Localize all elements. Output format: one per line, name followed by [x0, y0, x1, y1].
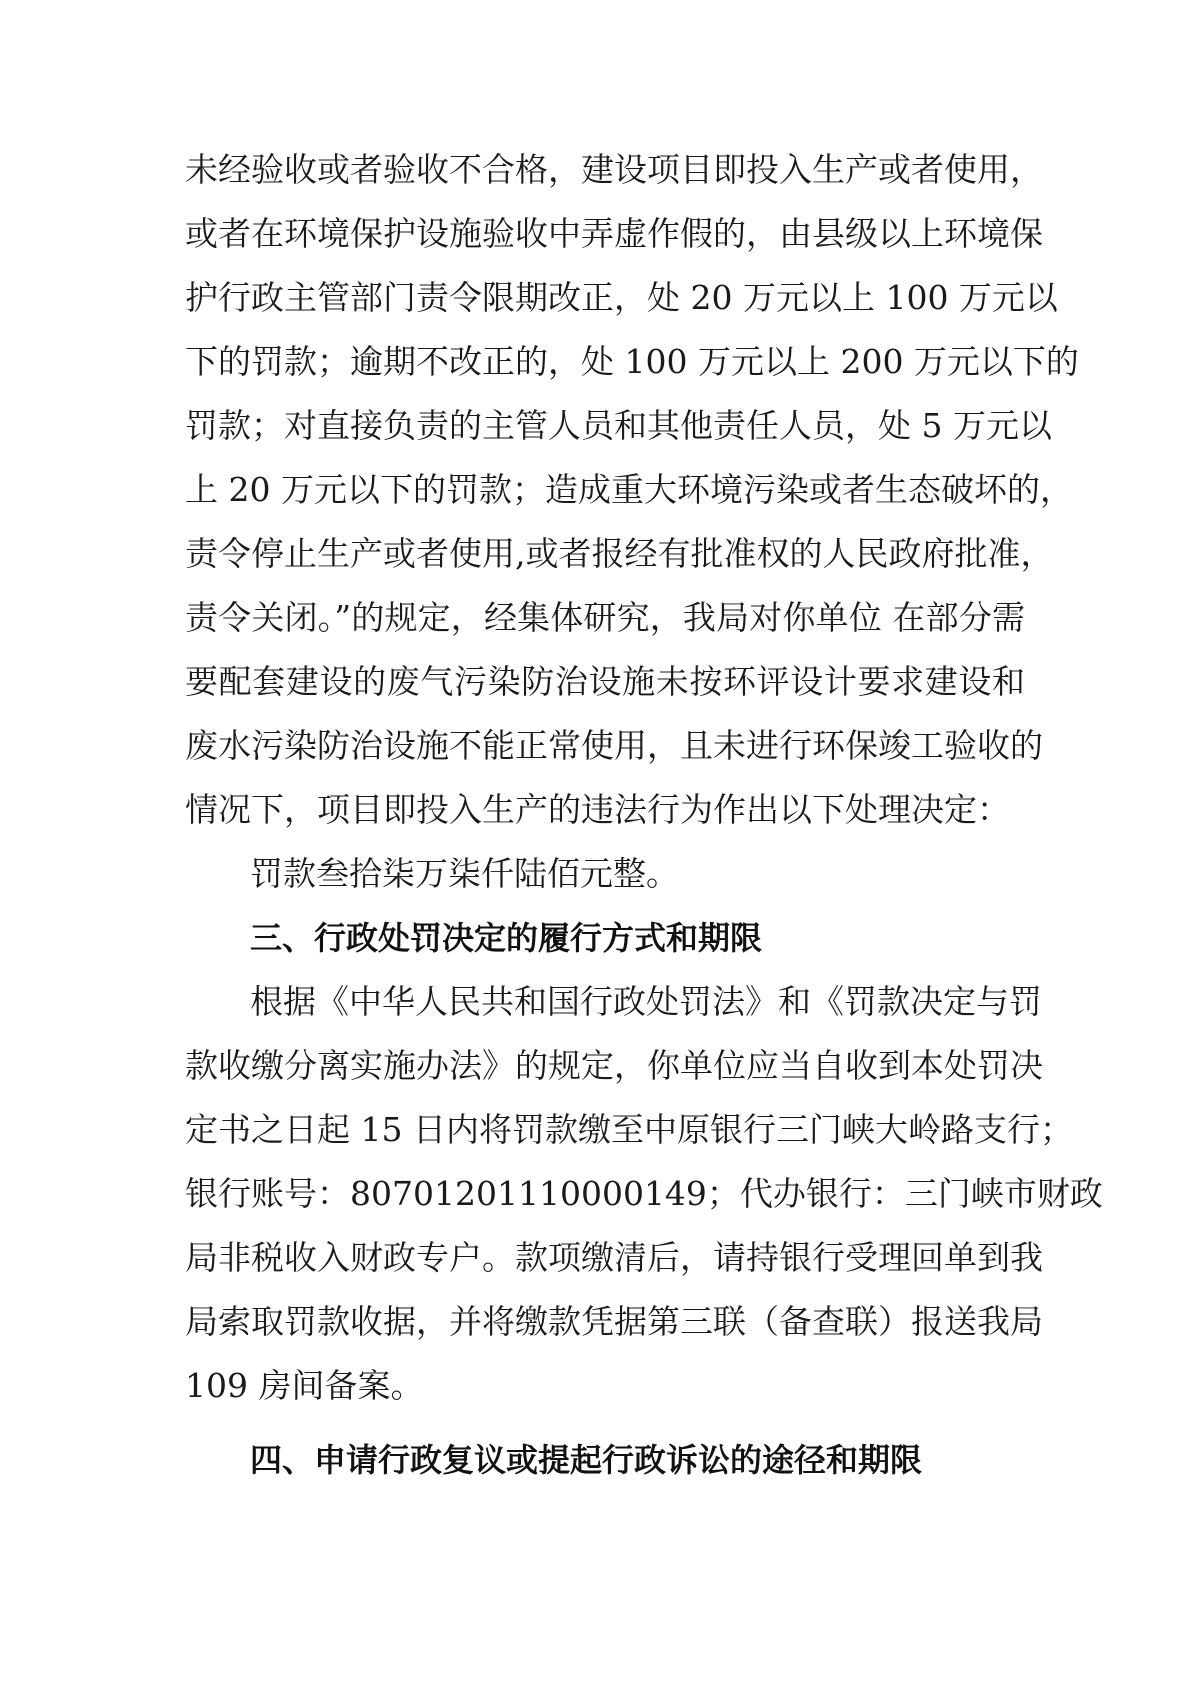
paragraph-line: 定书之日起 15 日内将罚款缴至中原银行三门峡大岭路支行；	[185, 1110, 1073, 1149]
paragraph-line: 上 20 万元以下的罚款；造成重大环境污染或者生态破坏的，	[185, 470, 1073, 509]
paragraph-line: 要配套建设的废气污染防治设施未按环评设计要求建设和	[185, 662, 1025, 701]
paragraph-line: 废水污染防治设施不能正常使用，且未进行环保竣工验收的	[185, 726, 1043, 765]
paragraph-line: 情况下，项目即投入生产的违法行为作出以下处理决定：	[185, 790, 1010, 829]
penalty-statement: 罚款叁拾柒万柒仟陆佰元整。	[250, 854, 679, 893]
paragraph-line: 局索取罚款收据，并将缴款凭据第三联（备查联）报送我局	[185, 1302, 1043, 1341]
paragraph-line: 局非税收入财政专户。款项缴清后，请持银行受理回单到我	[185, 1238, 1043, 1277]
paragraph-line: 未经验收或者验收不合格，建设项目即投入生产或者使用，	[185, 150, 1043, 189]
paragraph-line: 护行政主管部门责令限期改正，处 20 万元以上 100 万元以	[185, 278, 1058, 317]
paragraph-line: 下的罚款；逾期不改正的，处 100 万元以上 200 万元以下的	[185, 342, 1079, 381]
section-4-heading: 四、申请行政复议或提起行政诉讼的途径和期限	[250, 1441, 923, 1479]
paragraph-line: 款收缴分离实施办法》的规定，你单位应当自收到本处罚决	[185, 1046, 1043, 1085]
paragraph-line: 责令关闭。”的规定，经集体研究，我局对你单位 在部分需	[185, 598, 1025, 637]
paragraph-line: 罚款；对直接负责的主管人员和其他责任人员，处 5 万元以	[185, 406, 1052, 445]
paragraph-line: 根据《中华人民共和国行政处罚法》和《罚款决定与罚	[250, 982, 1042, 1021]
paragraph-line: 银行账号：80701201110000149；代办银行：三门峡市财政	[185, 1174, 1103, 1213]
section-3-heading: 三、行政处罚决定的履行方式和期限	[250, 919, 763, 957]
paragraph-line: 109 房间备案。	[185, 1366, 424, 1405]
paragraph-line: 或者在环境保护设施验收中弄虚作假的，由县级以上环境保	[185, 214, 1043, 253]
paragraph-line: 责令停止生产或者使用,或者报经有批准权的人民政府批准，	[185, 534, 1054, 573]
